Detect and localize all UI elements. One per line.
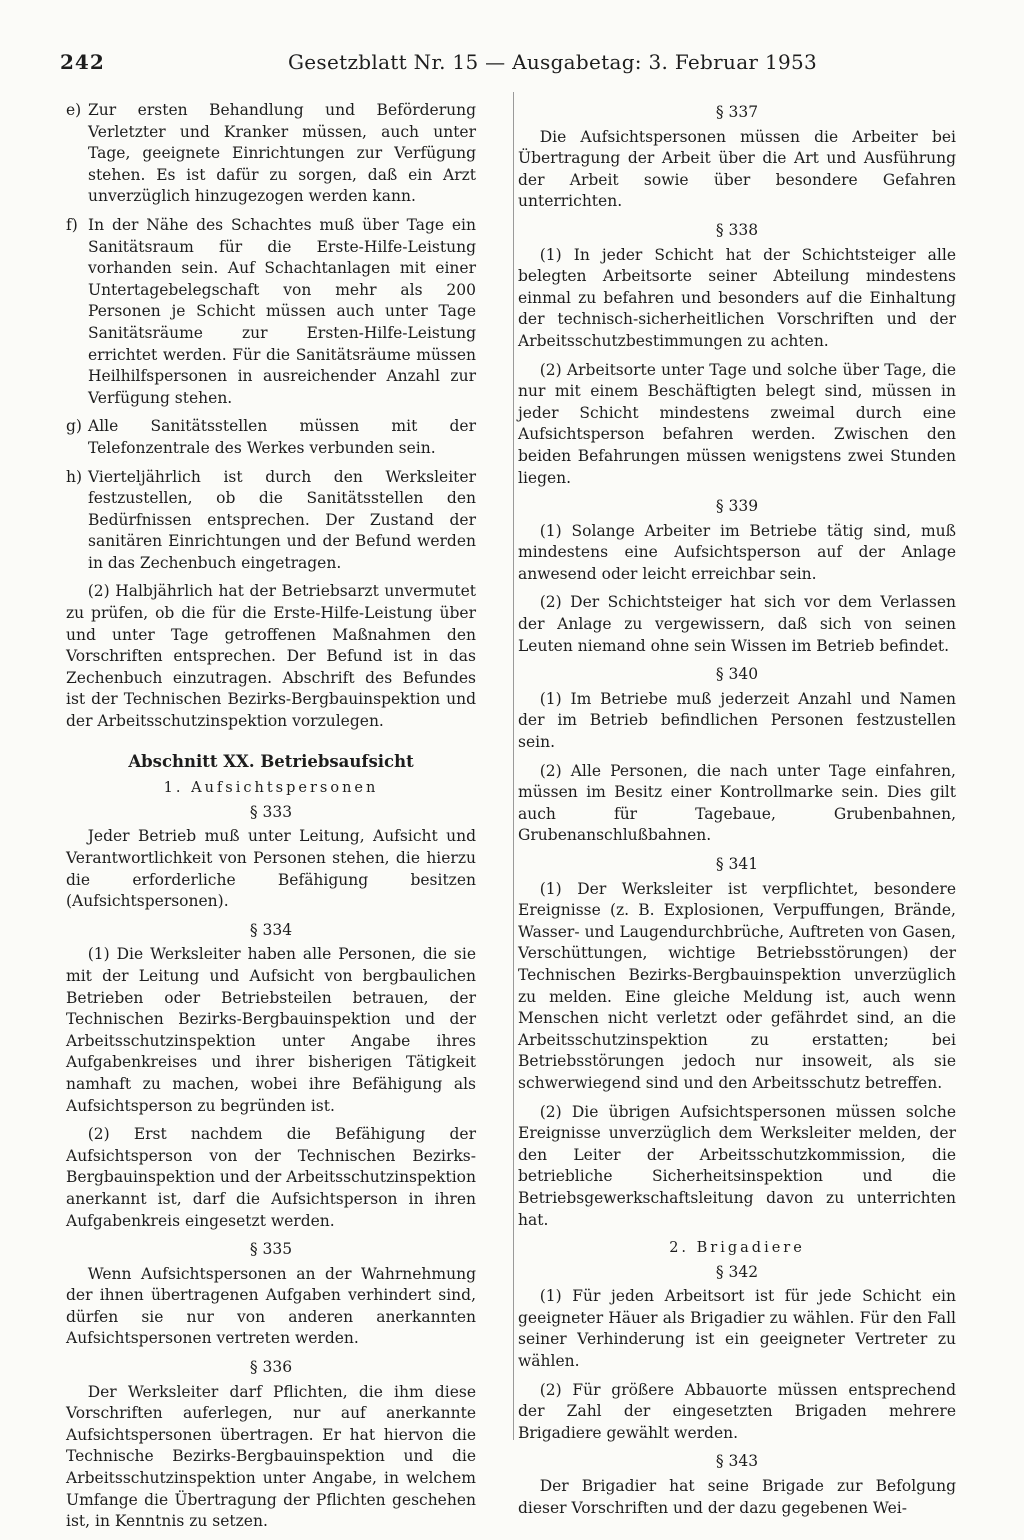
section-heading: § 334	[249, 920, 293, 939]
section-heading: § 336	[249, 1358, 293, 1377]
subsection-heading: 1. Aufsichtspersonen	[163, 780, 379, 797]
section-heading: § 343	[715, 1452, 759, 1471]
section-heading: § 333	[249, 802, 293, 821]
paragraph: (2) Halbjährlich hat der Betriebsarzt unvermutet zu prüfen, ob die für die Erste-Hilfe-Leistung über und unter Tage getroffenen Maßnahmen den Vorschriften entsprechen. Der Befund ist in das Zechenbuch einzutragen. Abschrift des Befundes ist der Technischen Bezirks-Bergbauinspektion und der Arbeitsschutzinspektion vorzulegen.	[66, 582, 476, 731]
section-heading: § 338	[715, 220, 759, 239]
section-heading: § 340	[715, 665, 759, 684]
page-header	[60, 50, 960, 80]
column-divider	[513, 92, 514, 1440]
subsection-heading: 2. Brigadiere	[669, 1240, 805, 1257]
list-item-e	[66, 100, 476, 208]
list-label: g)	[66, 417, 82, 436]
chapter-heading: Abschnitt XX. Betriebsaufsicht	[128, 751, 414, 771]
list-text: In der Nähe des Schachtes muß über Tage ein Sanitätsraum für die Erste-Hilfe-Leistung vorhanden sein. Auf Schachtanlagen mit einer Untertagebelegschaft von mehr als 200 Personen je Schicht müssen auch unter Tage Sanitätsräume zur Ersten-Hilfe-Leistung errichtet werden. Für die Sanitätsräume müssen Heilhilfspersonen in ausreichender Anzahl zur Verfügung stehen.	[88, 215, 476, 407]
list-label: e)	[66, 101, 82, 119]
section-heading: § 342	[715, 1262, 759, 1281]
page-number: 242	[60, 50, 105, 74]
list-text: Alle Sanitätsstellen müssen mit der Telefonzentrale des Werkes verbunden sein.	[88, 417, 476, 457]
list-item-g	[66, 416, 476, 459]
paragraph: (1) Solange Arbeiter im Betriebe tätig sind, muß mindestens eine Aufsichtsperson auf der Anlage anwesend oder leicht erreichbar sein.	[518, 521, 956, 583]
list-text: Zur ersten Behandlung und Beförderung Verletzter und Kranker müssen, auch unter Tage, geeignete Einrichtungen zur Verfügung stehen. Es ist dafür zu sorgen, daß ein Arzt unverzüglich hinzugezogen werden kann.	[88, 101, 476, 206]
section-heading: § 337	[715, 103, 759, 121]
right-column	[518, 100, 956, 1526]
paragraph: Jeder Betrieb muß unter Leitung, Aufsicht und Verantwortlichkeit von Personen stehen, die hierzu die erforderliche Befähigung besitzen (Aufsichtspersonen).	[66, 827, 476, 911]
list-item-h	[66, 467, 476, 575]
paragraph: (1) Für jeden Arbeitsort ist für jede Schicht ein geeigneter Häuer als Brigadier zu wählen. Für den Fall seiner Verhinderung ist ein geeigneter Vertreter zu wählen.	[518, 1287, 956, 1371]
list-item-f	[66, 215, 476, 409]
paragraph: Der Werksleiter darf Pflichten, die ihm diese Vorschriften auferlegen, nur auf anerkannte Aufsichtspersonen übertragen. Er hat hiervon die Technische Bezirks-Bergbauinspektion und die Arbeitsschutzinspektion unter Angabe, in welchem Umfange die Übertragung der Pflichten geschehen ist, in Kenntnis zu setzen.	[66, 1382, 476, 1531]
paragraph: (2) Für größere Abbauorte müssen entsprechend der Zahl der eingesetzten Brigaden mehrere Brigadiere gewählt werden.	[518, 1380, 956, 1442]
paragraph: (1) In jeder Schicht hat der Schichtsteiger alle belegten Arbeitsorte seiner Abteilung mindestens einmal zu befahren und besonders auf die Einhaltung der technisch-sicherheitlichen Vorschriften und der Arbeitsschutzbestimmungen zu achten.	[518, 245, 956, 350]
paragraph: (2) Der Schichtsteiger hat sich vor dem Verlassen der Anlage zu vergewissern, daß sich von seinen Leuten niemand ohne sein Wissen im Betrieb befindet.	[518, 593, 956, 655]
section-heading: § 339	[715, 497, 759, 516]
list-label: h)	[66, 467, 83, 486]
section-heading: § 341	[715, 855, 759, 873]
list-text: Vierteljährlich ist durch den Werksleiter festzustellen, ob die Sanitätsstellen den Bedürfnissen entsprechen. Der Zustand der sanitären Einrichtungen und der Befund werden in das Zechenbuch eingetragen.	[88, 467, 476, 572]
paragraph: (2) Erst nachdem die Befähigung der Aufsichtsperson von der Technischen Bezirks-Bergbauinspektion und der Arbeitsschutzinspektion anerkannt ist, darf die Aufsichtsperson in ihren Aufgabenkreis eingesetzt werden.	[66, 1125, 476, 1230]
list-label: f)	[66, 215, 78, 234]
paragraph: Die Aufsichtspersonen müssen die Arbeiter bei Übertragung der Arbeit über die Art und Ausführung der Arbeit sowie über besondere Gefahren unterrichten.	[518, 127, 956, 211]
paragraph: Wenn Aufsichtspersonen an der Wahrnehmung der ihnen übertragenen Aufgaben verhindert sind, dürfen sie nur von anderen anerkannten Aufsichtspersonen vertreten werden.	[66, 1264, 476, 1348]
section-heading: § 335	[249, 1240, 293, 1259]
paragraph: (2) Alle Personen, die nach unter Tage einfahren, müssen im Besitz einer Kontrollmarke sein. Dies gilt auch für Tagebaue, Grubenbahnen, Grubenanschlußbahnen.	[518, 761, 956, 845]
running-title: Gesetzblatt Nr. 15 — Ausgabetag: 3. Februar 1953	[288, 50, 818, 74]
paragraph: (2) Arbeitsorte unter Tage und solche über Tage, die nur mit einem Beschäftigten belegt sind, müssen in jeder Schicht mindestens zweimal durch eine Aufsichtsperson befahren werden. Zwischen den beiden Befahrungen müssen wenigstens zwei Stunden liegen.	[518, 360, 956, 487]
paragraph: (1) Die Werksleiter haben alle Personen, die sie mit der Leitung und Aufsicht von bergbaulichen Betrieben oder Betriebsteilen betrauen, der Technischen Bezirks-Bergbauinspektion und der Arbeitsschutzinspektion unter Angabe ihres Aufgabenkreises und ihrer bisherigen Tätigkeit namhaft zu machen, wobei ihre Befähigung als Aufsichtsperson zu begründen ist.	[66, 945, 476, 1115]
paragraph: (1) Der Werksleiter ist verpflichtet, besondere Ereignisse (z. B. Explosionen, Verpuffungen, Brände, Wasser- und Laugendurchbrüche, Auftreten von Gasen, Verschüttungen, wichtige Betriebsstörungen) der Technischen Bezirks-Bergbauinspektion unverzüglich zu melden. Eine gleiche Meldung ist, auch wenn Menschen nicht verletzt oder gefährdet sind, an die Arbeitsschutzinspektion zu erstatten; bei Betriebsstörungen jedoch nur insoweit, als sie schwerwiegend sind und den Arbeitsschutz betreffen.	[518, 879, 956, 1092]
paragraph: (1) Im Betriebe muß jederzeit Anzahl und Namen der im Betrieb befindlichen Personen festzustellen sein.	[518, 689, 956, 752]
left-column	[66, 100, 476, 1540]
paragraph: Der Brigadier hat seine Brigade zur Befolgung dieser Vorschriften und der dazu gegebenen Wei-	[518, 1477, 956, 1517]
paragraph: (2) Die übrigen Aufsichtspersonen müssen solche Ereignisse unverzüglich dem Werksleiter melden, der den Leiter der Arbeitsschutzkommission, die betriebliche Sicherheitsinspektion und die Betriebsgewerkschaftsleitung davon zu unterrichten hat.	[518, 1102, 956, 1229]
